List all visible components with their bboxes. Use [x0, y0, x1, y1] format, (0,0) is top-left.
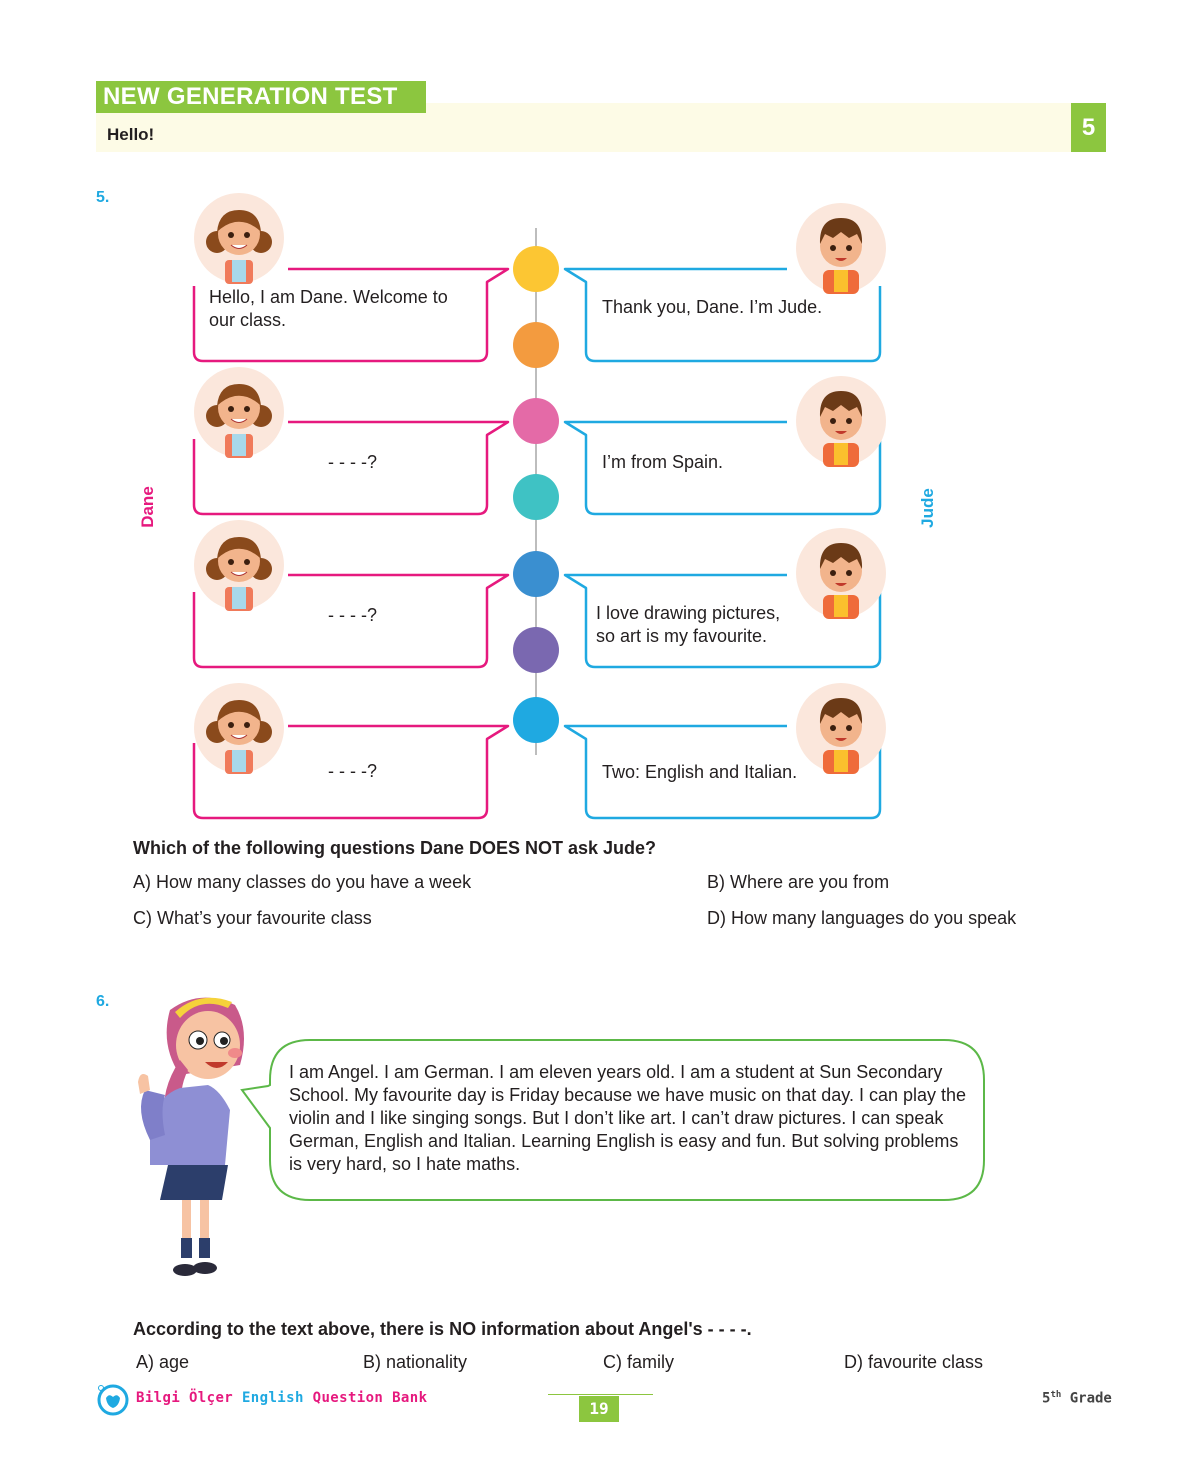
dane-label: Dane: [138, 486, 157, 528]
q6-option-d[interactable]: D) favourite class: [844, 1352, 984, 1372]
angel-girl-icon: [138, 998, 244, 1276]
question-5-number: 5.: [96, 189, 110, 206]
grade-number: 5: [1042, 1390, 1051, 1407]
timeline-dot: [513, 627, 559, 673]
grade-label: [1042, 1390, 1112, 1407]
page-divider: [548, 1394, 653, 1395]
unit-number: 5: [1071, 103, 1106, 152]
brand-logo-icon: [97, 1384, 129, 1416]
q6-option-b[interactable]: B) nationality: [363, 1352, 468, 1372]
jude-avatars: [796, 203, 886, 774]
grade-word: Grade: [1069, 1390, 1112, 1407]
grade-suffix: th: [1050, 1390, 1062, 1400]
q6-option-c[interactable]: C) family: [603, 1352, 674, 1372]
timeline-dot: [513, 398, 559, 444]
jude-line-2: I’m from Spain.: [602, 452, 724, 472]
timeline-dot: [513, 322, 559, 368]
brand-part-1: Bilgi Ölçer: [136, 1390, 234, 1406]
question-6-number: 6.: [96, 993, 110, 1010]
footer-brand: [136, 1390, 427, 1406]
page-number: 19: [579, 1396, 619, 1422]
brand-part-3: Question Bank: [312, 1390, 428, 1406]
q5-option-c[interactable]: C) What’s your favourite class: [133, 908, 372, 928]
dane-avatar-icon: [194, 367, 284, 458]
jude-line-4: Two: English and Italian.: [602, 762, 798, 782]
jude-line-1: Thank you, Dane. I’m Jude.: [602, 297, 823, 317]
dane-avatar-icon: [194, 193, 284, 284]
dane-line-2: - - - -?: [328, 452, 377, 472]
jude-label: Jude: [918, 488, 937, 528]
jude-avatar-icon: [796, 376, 886, 467]
q5-option-d[interactable]: D) How many languages do you speak: [707, 908, 1017, 928]
q5-option-b[interactable]: B) Where are you from: [707, 872, 890, 892]
dane-avatar-icon: [194, 520, 284, 611]
jude-avatar-icon: [796, 203, 886, 294]
timeline-dot: [513, 474, 559, 520]
dane-line-3: - - - -?: [328, 605, 377, 625]
timeline-dot: [513, 246, 559, 292]
dane-avatars: [194, 193, 284, 774]
jude-line-3: I love drawing pictures, so art is my favourite.: [596, 603, 781, 646]
unit-subtitle: Hello!: [107, 125, 155, 144]
dane-line-1: Hello, I am Dane. Welcome to our class.: [209, 287, 448, 330]
timeline-dot: [513, 697, 559, 743]
timeline-dot: [513, 551, 559, 597]
test-title: NEW GENERATION TEST: [96, 81, 426, 113]
q5-option-a[interactable]: A) How many classes do you have a week: [133, 872, 472, 892]
question-6-text: According to the text above, there is NO information about Angel's - - - -.: [133, 1319, 752, 1339]
dane-line-4: - - - -?: [328, 761, 377, 781]
q6-option-a[interactable]: A) age: [136, 1352, 190, 1372]
jude-avatar-icon: [796, 528, 886, 619]
question-5-text: Which of the following questions Dane DOES NOT ask Jude?: [133, 838, 657, 858]
dane-avatar-icon: [194, 683, 284, 774]
brand-part-2: English: [241, 1390, 304, 1406]
jude-avatar-icon: [796, 683, 886, 774]
angel-text: I am Angel. I am German. I am eleven years old. I am a student at Sun Secondary School. My favourite day is Friday because we have music on that day. I can play the violin and I like singing songs. But I don’t like art. I can’t draw pictures. I can speak German, English and Italian. Learning English is easy and fun. But solving problems is very hard, so I hate maths.: [289, 1062, 967, 1174]
